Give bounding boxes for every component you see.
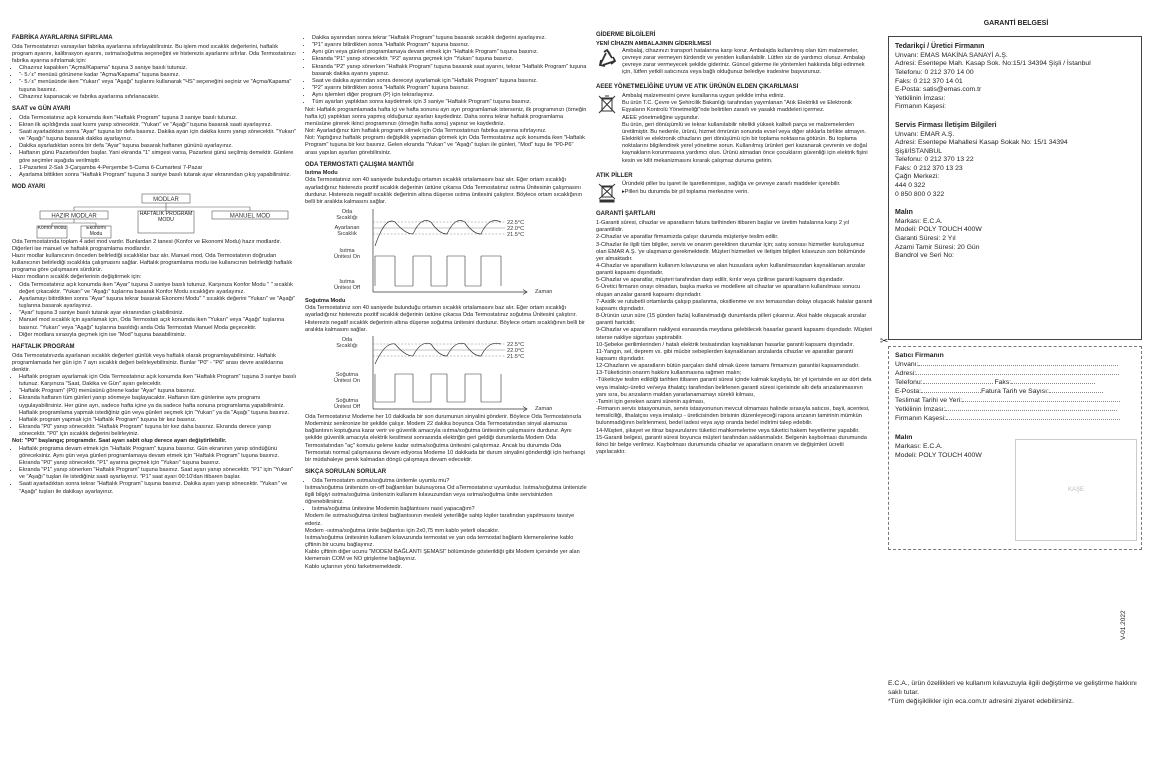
list-item: • "- 5 ⁄ ε" menüsünde iken "Yukarı" veya "Aşağı" tuşlarını kullanarak "ЧЅ" seçeneğini seçiniz ve "Açma/Kapama" tuşuna basınız. (19, 79, 297, 93)
list-item: • Ayarlama bittikten sonra "Haftalık Program" tuşuna 3 saniye basılı tutarak ayar ekranından çıkış yapabilirsiniz. (19, 172, 297, 179)
list-item: • Ekranda haftanın tüm günleri yanıp sönmeye başlayacaktır. Haftanın tüm günlerine aynı programı uygulayabilirsiniz. Her güne ayrı, sadece hafta içine ya da sadece hafta sonuna programlama yapabilirsiniz. Haftalık programlama yapmak istediğiniz gün veya günleri seçmek için "Yukarı" ya da "Aşağı" tuşuna basınız. (19, 395, 297, 416)
list-item: • Haftalık program yapmak için "Haftalık Program" tuşuna bir kez basınız. (19, 417, 297, 424)
list-item: • Haftalık program ayarlamak için Oda Termostatınız açık konumda iken "Haftalık Program" tuşuna 3 saniye basılı tutunuz. Karşınıza "Saat, Dakika ve Gün" ayarı gelecektir. (19, 374, 297, 388)
diagram-ekonomi: Ekonomi Modu (86, 225, 106, 237)
weekly-list (12, 374, 297, 438)
diagram-haftalik: HAFTALIK PROGRAM MODU (139, 210, 193, 223)
seller-imza-label: Yetkilinin İmzası: (895, 405, 946, 413)
list-item: • Haftanın günü Pazartesi'den başlar. Yani ekranda "1" simgesi varsa, Pazartesi günü seçilmiş demektir. Günlere göre seçimler aşağıda verilmiştir. (19, 150, 297, 164)
list-item: 11-Yangın, sel, deprem vs. gibi mücbir sebeplerden kaynaklanan arızalarda cihazlar ve aparatlar garanti kapsamı dışındadır. (596, 348, 853, 362)
diagram-hazir: HAZIR MODLAR (51, 213, 97, 220)
battery-block (596, 181, 874, 203)
list-item: • 1-Pazartesi 2-Salı 3-Çarşamba 4-Perşembe 5-Cuma 6-Cumartesi 7-Pazar (19, 165, 297, 172)
seller-title: Satıcı Firmanın (895, 352, 944, 359)
packaging-text: Ambalaj, cihazınızı transport hatalarına karşı korur. Ambalajda kullanılmış olan tüm malzemeler, çevreye zarar vermeyen türdendir ve yeniden kullanılabilir. Lütfen siz de yardımcı olunuz. Ambalajı çevreye zarar vermeyecek şekilde gideriniz. Güncel giderme ile yöntemleri hakkında bilgi edinmek için, lütfen yetkili satıcınıza veya bağlı olduğunuz belediye iradesine başvurunuz. (622, 47, 866, 76)
weekly-text: Oda Termostatınızda ayarlanan sıcaklık değerleri günlük veya haftalık olarak programlayabilirsiniz. Haftalık programlamada her gün için 7 ayrı sıcaklık değeri belirleyebilirsiniz. Bunlar "P0" - "P6" arası devre aralıklarına denktir. (12, 352, 283, 373)
note-3: Not: Yaptığınız haftalık programı değişiklik yapmadan görmek için Oda Termostatınız açık konumda iken "Haftalık Program" tuşuna bir kez basınız. Gelen ekranda "Yukarı" ve "Aşağı" tuşları ile günleri, "Mod" tuşu ile "P0-P6" arası yapılan ayarları görebilirsiniz. (305, 135, 585, 156)
weekly-note: Not: "P0" başlangıç programdır. Saat ayarı sabit olup derece ayarı değiştirilebilir. (12, 438, 227, 445)
cool-tick-22-5: 22.5°C (507, 341, 525, 348)
heat-set-label-1: Ayarlanan (334, 225, 360, 232)
product-line: Modeli: POLY TOUCH 400W (895, 226, 982, 234)
cool-diagram (305, 334, 587, 414)
list-item: • Saati ayarladıktan sonra tekrar "Haftalık Program" tuşuna basınız. Dakika ayarı yanıp sönecektir. "Yukarı" ve "Aşağı" tuşları ile dakikayı ayarlayınız. (19, 481, 297, 495)
list-item: -Tamiri için gereken azami sürenin aşılması, (596, 398, 705, 405)
list-item: 9-Cihazlar ve aparatların nakliyesi esnasında meydana gelebilecek hasarlar garanti kapsamı dışındadır. Müşteri isterse nakliye sigortası yaptırabilir. (596, 327, 873, 341)
supplier-line: Yetkilinin İmzası: (895, 94, 946, 102)
supplier-line: Faks: 0 212 370 14 01 (895, 77, 963, 85)
seller-fatura-label: Fatura Tarih ve Sayısı: (981, 387, 1049, 395)
seller-tel-field[interactable] (923, 383, 993, 384)
cool-off-label-1: Soğutma (335, 397, 359, 404)
scissors-icon: ✂ (880, 336, 889, 347)
seller-kase-field[interactable] (946, 419, 1120, 420)
list-item: 2-Cihazlar ve aparatlar firmamızda çalışır durumda müşteriye teslim edilir. (596, 234, 779, 241)
list-item: • Saat ve dakika ayarından sonra dereceyi ayarlamak için "Haftalık Program" tuşuna basınız. (312, 78, 587, 85)
aeee-text-1: Ambalaj malzemesini çevre kurallarına uygun şekilde imha ediniz. (622, 93, 785, 100)
list-item: • Dakika ayarladıktan sonra bir defa "Ayar" tuşuna basarak haftanın gününü ayarlayınız. (19, 143, 297, 150)
service-line: Şişli/İSTANBUL (895, 147, 943, 155)
supplier-line: Unvanı: EMAS MAKİNA SANAYİ A.Ş. (895, 51, 1008, 59)
supplier-line: E-Posta: satis@emas.com.tr (895, 86, 982, 94)
seller-unvan-field[interactable] (918, 365, 1118, 366)
weekly-continued-list (305, 35, 587, 107)
product-line: Bandrol ve Seri No: (895, 252, 954, 260)
service-line: 0 850 800 0 322 (895, 190, 945, 198)
footnote (888, 680, 1144, 706)
weekly-title: HAFTALIK PROGRAM (12, 343, 75, 350)
seller-kase-label: Firmanın Kaşesi: (895, 414, 946, 422)
heat-on-label-2: Ünitesi On (333, 254, 361, 261)
cool-off-label-2: Ünitesi Off (333, 403, 361, 410)
service-line: Faks: 0 212 370 13 23 (895, 164, 963, 172)
list-item: 10-Şebeke gerilimlerinden / hatalı elektrik tesisatından kaynaklanan hasarlar garanti kapsamı dışındadır. (596, 341, 855, 348)
cool-tick-21-5: 21.5°C (507, 353, 525, 360)
heat-mode-title: Isıtma Modu (305, 170, 338, 177)
heat-off-label-1: Isıtma (339, 279, 355, 286)
warranty-certificate-title: GARANTİ BELGESİ (983, 20, 1049, 27)
list-item: • Saati ayarladıktan sonra "Ayar" tuşuna bir defa basınız. Dakika ayarı için dakika kısmı yanıp sönecektir. "Yukarı" ve "Aşağı" tuşuna basarak dakika ayarlayınız. (19, 129, 297, 143)
faq-text: Kablo uçlarının yönü farketmemektedir. (305, 563, 403, 570)
list-item: • Ekranda "P1" yanıp sönerken "Haftalık Program" tuşuna basınız. Saat ayarı yanıp sönecektir. "P1" için "Yukarı" ve "Aşağı" tuşları ile istediğiniz saati ayarlayınız. "P1" saat ayarı 00:10'dan itibaren başlar. (19, 467, 297, 481)
note-1: Not: Haftalık programlamada hafta içi ve hafta sonunu ayrı ayrı programlamak isterseniz, ilk programınızı (örneğin hafta içi) yaptıktan sonra yapmış olduğunuz ayarları kaydediniz. Daha sonra tekrar haftalık programlama menüsüne girerek ikinci programınızı (örneğin hafta sonu) yapınız ve kaydediniz. (305, 106, 587, 127)
mode-diagram (12, 193, 297, 239)
cool-mode-title: Soğutma Modu (305, 298, 346, 305)
aeee-text-4: Bu ürün, geri dönüşümlü ve tekrar kullanılabilir nitelikli yüksek kaliteli parça ve malzemelerden üretilmiştir. Bu nedenle, ürünü, hizmet ömrünün sonunda evsel veya diğer atıklarla birlikte atmayın. Elektrikli ve elektronik cihazların geri dönüşümü için bir toplama noktasına götürün. Bu toplama noktalarını bilgilendirek yerel yönetime sorun. Kullanılmış ürünleri geri kazanarak çevrenin ve doğal kaynakların korunmasına yardımcı olun. Ürünü atmadan önce çocukların güvenliği için elektrik fişini kesin ve kilit mekanizmasını kırarak çalışmaz duruma getirin. (622, 121, 868, 164)
list-item: • Oda Termostatınız açık konumda iken "Ayar" tuşuna 3 saniye basılı tutunuz. Karşınıza Konfor Modu " " sıcaklık değeri çıkacaktır. "Yukarı" ve "Aşağı" tuşlarına basarak Konfor Modu sıcaklığını ayarlayınız. (19, 282, 297, 296)
list-item: • Cihazınız kapalıken "Açma/Kapama" tuşuna 3 saniye basılı tutunuz. (19, 65, 297, 72)
column-2 (305, 30, 587, 571)
mode-text-3: Hazır modların sıcaklık değerlerinin değiştirmek için: (12, 274, 142, 281)
footnote-1: E.C.A., ürün özellikleri ve kullanım kılavuzuyla ilgili değiştirme ve geliştirme hakkını saklı tutar. (888, 680, 1137, 696)
heat-tick-22-0: 22.0°C (507, 226, 525, 233)
battery-text-2: ▸Pilleri bu durumda bir pil toplama merkezine verin. (622, 188, 749, 195)
cool-y-label-2: Sıcaklığı (336, 342, 358, 349)
heat-x-label: Zaman (535, 289, 553, 296)
service-line: Adresi: Esentepe Mahallesi Kasap Sokak No: 15/1 34394 (895, 139, 1068, 147)
crossed-bin-icon (596, 93, 618, 115)
list-item: • Ekran ilk açıldığında saat kısmı yanıp sönecektir. "Yukarı" ve "Aşağı" tuşuna basarak saati ayarlayınız. (19, 122, 297, 129)
list-item: 1-Garanti süresi, cihazlar ve aparatların fatura tarihinden itibaren başlar ve üretim hatalarına karşı 2 yıl garantilidir. (596, 220, 850, 234)
disposal-title: GİDERME BİLGİLERİ (596, 32, 656, 38)
cool-tick-22-0: 22.0°C (507, 347, 525, 354)
column-3 (596, 30, 874, 456)
service-title: Servis Firması İletişim Bilgileri (895, 121, 997, 129)
modem-text: Oda Termostatınız Modeme her 10 dakikada bir son durumunun sinyalini gönderir. Böylece Oda Termostatınızla Modeminiz senkronize bir şekilde çalışır. Modem 22 dakika boyunca Oda Termostatından sinyal alamazsa bağlantının koptuğuna karar verir ve güvenlik amacıyla ısıtma/soğutma ünitesinin çalışmasını durdurur. Aynı şekilde güvenlik amacıyla elektrik kesilmesi sonrasında elektriğin geri geldiği durumlarda Modem Oda Termostatından "aç" komutu gelene kadar ısıtma/soğutma ünitesini çalıştırmaz. Ancak bu durumda Oda Termostatı normal çalışmasına devam ediyorsa Modeme 10 dakikada bir durum sinyalini gönderdiği için herhangi bir müdahaleye gerek kalmadan döngü çalışmaya devam edecektir. (305, 413, 585, 463)
factory-reset-list (12, 65, 297, 101)
list-item: • Manuel mod sıcaklık için ayarlamak için, Oda Termostatı açık konumda iken "Yukarı" veya "Aşağı" tuşlarına basınız. "Yukarı" veya "Aşağı" tuşlarına basıldığı anda Oda Termostatı Manuel Moda geçecektir. (19, 317, 297, 331)
product-line: Azami Tamir Süresi: 20 Gün (895, 243, 980, 251)
heat-tick-21-5: 21.5°C (507, 232, 525, 239)
seller-product-brand: Markası: E.C.A. (895, 442, 943, 450)
recycle-icon (596, 48, 618, 70)
battery-text-1: Üründeki piller bu işaret ile işaretlenmişse, sağlığa ve çevreye zararlı maddeler içerebilir. (622, 181, 841, 188)
seller-fatura-field[interactable] (1049, 392, 1103, 393)
seller-product-model: Modeli: POLY TOUCH 400W (895, 451, 982, 459)
product-title: Malın (895, 209, 913, 217)
faq-text: Modem ile ısıtma/soğutma ünitesi bağlantısının mesleki yeterliliğe sahip kişiler tarafından yapılmasını tavsiye ederiz. (305, 513, 575, 527)
heat-y-label-1: Oda (341, 209, 353, 216)
list-item: -Firmanın servis istasyonunun, servis istasyonunun mevcut olmaması halinde sırasıyla satıcısı, bayii, acentesi, temsilciliği, ithalatçısı veya imalatçı - üreticisinden birisinin düzenleyeceği rapora arızanın tamirinin mümkün bulunmadığının belirlenmesi, bedel iadesi veya ayıp oranda bedel indirimi talep edebilir. (596, 406, 870, 427)
seller-adres-field[interactable] (916, 374, 1119, 375)
list-item: 7-Asidik ve rutubetli ortamlarda çalışıp paslanma, oksitlenme ve sıvı temasından dolayı oluşacak hatalar garanti kapsamı dışındadır. (596, 298, 873, 312)
diagram-root: MODLAR (153, 196, 179, 203)
faq-list (305, 478, 587, 485)
list-item: 8-Ürünün uzun süre (15 günden fazla) kullanılmadığı durumlarda pilleri çıkarınız. Aksi halde oluşacak arızalar garanti haricidir. (596, 313, 867, 327)
seller-eposta-field[interactable] (921, 392, 981, 393)
logic-title: ODA TERMOSTATI ÇALIŞMA MANTIĞI (305, 161, 414, 168)
factory-reset-text: Oda Termostatınızı varsayılan fabrika ayarlarına sıfırlayabilirsiniz. Bu işlem mod sıcaklık değerlerini, haftalık program ayarını, kalibrasyon ayarını, ısıtma/soğutma seçeneğini ve histerezis ayarlarını sıfırlar. Oda Termostatınızı fabrika ayarına sıfırlamak için: (12, 43, 296, 64)
packaging-block (596, 48, 874, 77)
stamp-area: KAŞE (1015, 439, 1137, 541)
aeee-block (596, 93, 874, 165)
cool-on-label-2: Ünitesi On (333, 377, 361, 384)
seller-unvan-label: Unvanı: (895, 360, 919, 368)
list-item: 12-Cihazların ve aparatların bütün parçaları dahil olmak üzere tamamı firmamızın garantisi kapsamındadır. (596, 363, 860, 370)
seller-tel-label: Telefonu: (895, 378, 923, 386)
warranty-terms-list (596, 220, 874, 456)
supplier-line: Telefonu: 0 212 370 14 00 (895, 68, 974, 76)
list-item: • Ekranda "P0" yanıp sönecektir. "Haftalık Program" tuşuna bir kez daha basınız. Ekranda derece yanıp sönecektir. "P0" için sıcaklık değerini belirleyiniz. (19, 424, 297, 438)
seller-faks-label: Faks: (994, 378, 1012, 386)
seller-teslim-label: Teslimat Tarihi ve Yeri: (895, 396, 963, 404)
list-item: 4-Cihazlar ve aparatların kullanım kılavuzuna ve alan hususlara aykırı kullanılmasından kaynaklanan arızalar garanti kapsamı dışındadır. (596, 262, 866, 277)
clock-list (12, 115, 297, 179)
mode-text-1: Oda Termostatında toplam 4 adet mod vardır. Bunlardan 2 tanesi (Konfor ve Ekonomi Modu) hazır modlardır. Diğerleri ise manuel ve haftalık programlama modlarıdır. (12, 238, 282, 252)
product-line: Garanti Süresi: 2 Yıl (895, 235, 956, 242)
faq-list-2 (305, 506, 587, 513)
factory-reset-title: FABRİKA AYARLARINA SIFIRLAMA (12, 35, 113, 41)
faq-text: Kablo çiftinin diğer ucunu "MODEM BAĞLANTI ŞEMASI" bölümünde gösterildiği gibi Modem içersinde yer alan klemensin COM ve NO girişlerine bağlayınız. (305, 549, 580, 563)
version-label: V-01.2022 (1120, 610, 1127, 640)
cool-y-label-1: Oda (341, 336, 353, 343)
heat-y-label-2: Sıcaklığı (336, 215, 358, 222)
warranty-terms-title: GARANTİ ŞARTLARI (596, 211, 656, 218)
list-item: • Aynı işlemleri diğer program (P) için tekrarlayınız. (312, 92, 587, 99)
seller-box (888, 346, 1142, 550)
note-2: Not: Ayarladığınız tüm haftalık programı silmek için Oda Termostatınızı fabrika ayarına sıfırlayınız. (305, 128, 547, 135)
list-item: • Ekranda "P2" yanıp sönerken "Haftalık Program" tuşuna basarak saat ayarını, tekrar "Haftalık Program" tuşuna basarak dakika ayarını yapınız. (312, 64, 587, 78)
heat-mode-text: Oda Termostatınız son 40 saniyede bulunduğu ortamın sıcaklık ortalamasını baz alır. Eğer ortam sıcaklığı ayarladığınız histerezis pozitif sıcaklık değerinin üstüne çıkarsa Oda Termostatınız ısıtma Ünitesinin çalışmasını durdurur. Histerezis negatif sıcaklık değerinin altına düşerse ısıtma ünitesini çalıştırır. Böylece ortam sıcaklığının belli bir aralıkta kalmasını sağlar. (305, 177, 583, 205)
supplier-line: Adresi: Esentepe Mah. Kasap Sok. No:15/1 34394 Şişli / İstanbul (895, 60, 1091, 68)
list-item: • Diğer modlara sırasıyla geçmek için ise "Mod" tuşuna basabilirsiniz. (19, 332, 297, 339)
supplier-line: Firmanın Kaşesi: (895, 103, 946, 111)
heat-diagram (305, 206, 587, 298)
list-item: 15-Garanti belgesi, garanti süresi boyunca müşteri tarafından saklanmalıdır. Belgenin kaybolması durumunda ikinci bir belge verilmez. Kaybolması durumunda cihazlar ve aparatların onarım ve değişimleri ücretli yapılacaktır. (596, 434, 867, 456)
list-item: • Oda Termostatım ısıtma/soğutma ünitemle uyumlu mu? (312, 478, 587, 485)
aeee-text-2: Bu ürün T.C. Çevre ve Şehircilik Bakanlığı tarafından yayımlanan "Atık Elektrikli ve Elektronik Eşyaların Kontrolü Yönetmeliği"nde belirtilen zararlı ve yasaklı maddeleri içermez. (622, 100, 852, 114)
list-item: • Ayarlamayı bitirdikten sonra "Ayar" tuşuna tekrar basarak Ekonomi Modu" " sıcaklık değerini "Yukarı" ve "Aşağı" tuşlarına basarak ayarlayınız. (19, 296, 297, 310)
heat-on-label-1: Isıtma (339, 248, 355, 255)
mode-title: MOD AYARI (12, 184, 46, 190)
battery-bin-icon (596, 181, 618, 203)
list-item: 6-Üretici firmanın onayı olmadan, başka marka ve modellere ait cihazlar ve aparatların kullanılması sonucu oluşan arızalar garanti kapsamı dışındadır. (596, 284, 861, 298)
service-line: Telefonu: 0 212 370 13 22 (895, 156, 974, 164)
heat-set-label-2: Sıcaklık (337, 231, 357, 238)
faq-text: Isıtma/soğutma ünitesinin kullanım kılavuzunda termostat ve yan oda termostat bağlantı klemenslerine kablo çiftinin bir ucunu bağlayınız. (305, 534, 574, 549)
list-item: • Haftalık programa devam etmek için "Haftalık Program" tuşuna basınız. Gün ekranının yanıp söndüğünü göreceksiniz. Aynı gün veya günleri programlamaya devam etmek için "Haftalık Program" tuşuna basınız. Ekranda "P0" yanıp sönecektir. "P1" ayarına geçmek için "Yukarı" tuşuna basınız. (19, 446, 297, 467)
list-item: 13-Tüketicinin onarım hakkını kullanmasına rağmen malın; (596, 370, 742, 377)
list-item: • "P1" ayarını bitirdikten sonra "Haftalık Program" tuşuna basınız. (312, 42, 587, 49)
list-item: • "P2" ayarını bitirdikten sonra "Haftalık Program" tuşuna basınız. (312, 85, 587, 92)
cool-on-label-1: Soğutma (335, 371, 359, 378)
cool-mode-text: Oda Termostatınız son 40 saniyede bulunduğu ortamın sıcaklık ortalamasını baz alır. Eğer ortam sıcaklığı ayarladığınız histerezis pozitif sıcaklık değerinin üstüne çıkarsa Oda Termostatınız soğutma Ünitesini çalıştırır. Histerezis negatif sıcaklık değerinin altına düşerse soğutma ünitesini durdurur. Böylece ortam sıcaklığının belli bir aralıkta kalmasını sağlar. (305, 305, 585, 333)
seller-eposta-label: E-Posta: (895, 387, 922, 395)
list-item: 3-Cihazlar ile ilgili tüm bilgiler, servis ve onarım gerektiren durumlar için; satış sonrası hizmetler kuruluşumuz olan EMAR A.Ş. 'ye ulaşmanız gerekmektedir. Müşteri hizmetleri ve iletişim bilgileri kılavuzun son bölümünde yer almaktadır. (596, 241, 866, 262)
list-item: • "Ayar" tuşuna 3 saniye basılı tutarak ayar ekranından çıkabilirsiniz. (19, 310, 297, 317)
battery-title: ATIK PİLLER (596, 172, 633, 179)
supplier-box (888, 36, 1142, 340)
list-item: -Tüketiciye teslim edildiği tarihten itibaren garanti süresi içinde kalmak kaydıyla, bir yıl içerisinde en az dört defa veya imalatçı-üretici ve/veya ithalatçı tarafından belirlenen garanti süresi içerisinde altı defa arızalanmasının yanı sıra, bu arızaların maldan yararlanamamayı sürekli kılması, (596, 377, 872, 398)
diagram-konfor: Konfor Modu (37, 225, 67, 231)
list-item: • Cihazınız kapanacak ve fabrika ayarlarına sıfırlanacaktır. (19, 94, 297, 101)
list-item: • Aynı gün veya günleri programlamaya devam etmek için "Haftalık Program" tuşuna basınız. (312, 49, 587, 56)
list-item: 14-Müşteri, şikayet ve itiraz başvurularını tüketici mahkemelerine veya tüketici hakem heyetlerine yapabilir. (596, 427, 860, 434)
service-line: Unvanı: EMAR A.Ş. (895, 130, 955, 138)
cool-x-label: Zaman (535, 405, 553, 412)
faq-text: Modem -ısıtma/soğutma ünite bağlantısı için 2x0,75 mm kablo yeterli olacaktır. (305, 527, 500, 534)
heat-off-label-2: Ünitesi Off (333, 285, 361, 292)
footnote-2: *Tüm değişiklikler için eca.com.tr adresini ziyaret edebilirsiniz. (888, 697, 1074, 705)
mode-text-2: Hazır modlar kullanıcının önceden belirlediği sıcaklıklar baz alır. Manuel mod, Oda Termostatının doğrudan kullanıcının belirlediği sıcaklıkta çalışmasını sağlar. Haftalık programlama modu ise kullanıcının belirlediği haftalık programa göre çalışmasını sürdürür. (12, 252, 293, 274)
seller-product-title: Malın (895, 433, 913, 441)
aeee-text-3: AEEE yönetmeliğine uygundur. (622, 114, 700, 121)
packaging-title: YENİ CİHAZIN AMBALAJININ GİDERİLMESİ (596, 40, 712, 47)
faq-title: SIKÇA SORULAN SORULAR (305, 468, 387, 475)
seller-adres-label: Adresi: (895, 369, 917, 377)
service-line: 444 0 322 (895, 181, 926, 189)
aeee-title: AEEE YÖNETMELİĞİNE UYUM VE ATIK ÜRÜNÜN ELDEN ÇIKARILMASI (596, 84, 799, 91)
supplier-title: Tedarikçi / Üretici Firmanın (895, 43, 985, 50)
product-line: Markası: E.C.A. (895, 217, 943, 225)
weekly-list-2 (12, 446, 297, 496)
list-item: • Isıtma/soğutma ünitesine Modemin bağlantısını nasıl yapacağım? (312, 506, 587, 513)
list-item: • Oda Termostatınız açık konumda iken "Haftalık Program" tuşuna 3 saniye basılı tutunuz. (19, 115, 297, 122)
list-item: • Tüm ayarları yaptıktan sonra kaydetmek için 3 saniye "Haftalık Program" tuşuna basınız. (312, 99, 587, 106)
mode-list (12, 282, 297, 339)
list-item: • Dakika ayarından sonra tekrar "Haftalık Program" tuşuna basarak sıcaklık değerini ayarlayınız. (312, 35, 587, 42)
clock-title: SAAT ve GÜN AYARI (12, 105, 71, 112)
seller-teslim-field[interactable] (962, 401, 1120, 402)
heat-tick-22-5: 22.5°C (507, 220, 525, 227)
column-1 (12, 30, 297, 496)
list-item: • "- 5 ⁄ ε" menüsü görünene kadar "Açma/Kapama" tuşuna basınız. (19, 72, 297, 79)
faq-text: Isıtma/soğutma ünitenizin on-off bağlantıları bulunuyorsa Od aTermostatınız uyumludur. Isıtma/soğutma ünitenizle ilgili bilgiyi ısıtma/soğutma ünitenizin kullanım kılavuzundan veya ısıtma/soğutma ünite servisinizden öğrenebilirsiniz. (305, 484, 587, 506)
list-item: • "Haftalık Program" (P0) menüsünü görene kadar "Ayar" tuşuna basınız. (19, 388, 297, 395)
service-line: Çağrı Merkezi: (895, 173, 940, 181)
list-item: • Ekranda "P1" yanıp sönecektir. "P2" ayarına geçmek için "Yukarı" tuşuna basınız. (312, 56, 587, 63)
list-item: 5-Cihazlar ve aparatlar, müşteri tarafından darp edilir, kırılır veya çizilirse garanti kapsamı dışındadır. (596, 277, 845, 284)
diagram-manuel: MANUEL MOD (229, 213, 271, 220)
seller-imza-field[interactable] (945, 410, 1117, 411)
seller-faks-field[interactable] (1011, 383, 1095, 384)
